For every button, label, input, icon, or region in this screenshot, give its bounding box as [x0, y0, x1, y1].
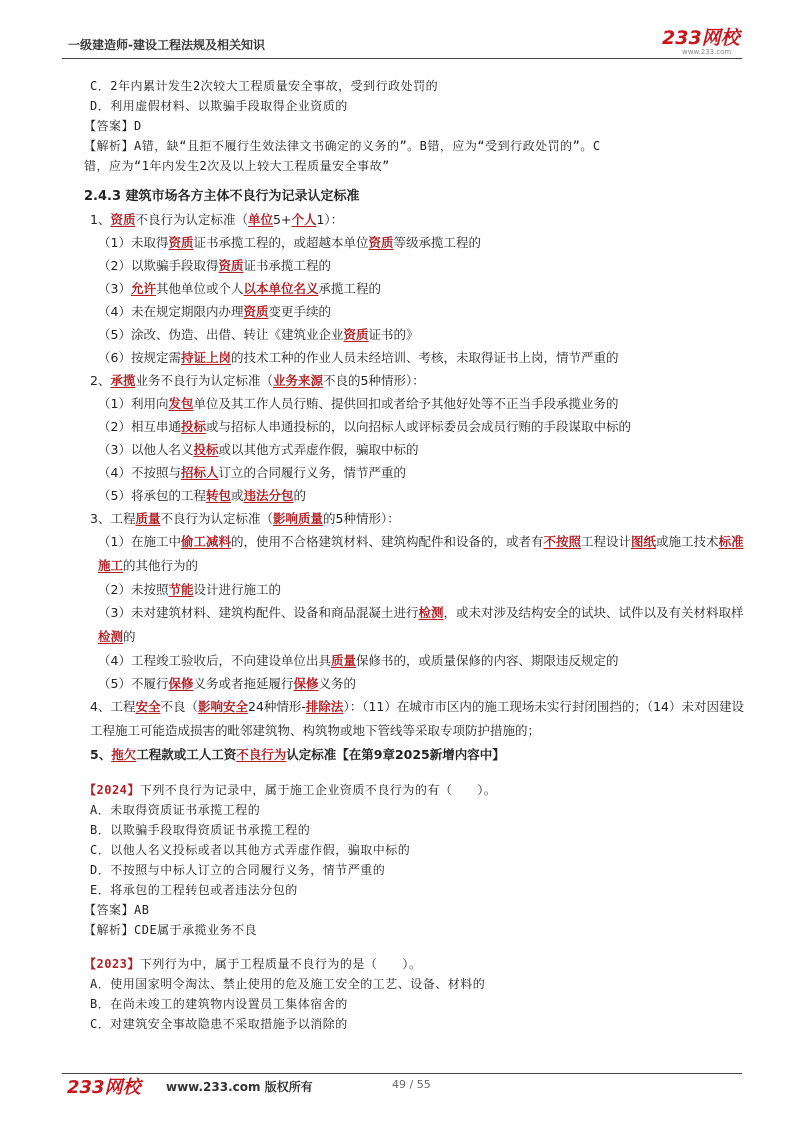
- list-item: （2）相互串通投标或与招标人串通投标的，以向招标人或评标委员会成员行贿的手段谋取中标的: [98, 419, 631, 434]
- list-item: （4）不按照与招标人订立的合同履行义务，情节严重的: [98, 465, 406, 480]
- year-tag: 【2023】: [84, 957, 140, 971]
- list-item: （5）不履行保修义务或者拖延履行保修义务的: [98, 676, 357, 691]
- brand-logo: [660, 24, 742, 56]
- list-item: （3）以他人名义投标或以其他方式弄虚作假，骗取中标的: [98, 442, 419, 457]
- list-item: （4）工程竣工验收后，不向建设单位出具质量保修书的，或质量保修的内容、期限违反规定的: [98, 653, 619, 668]
- option-c: C．以他人名义投标或者以其他方式弄虚作假，骗取中标的: [90, 843, 411, 857]
- document-body: [84, 76, 744, 1034]
- list-item: （2）未按照节能设计进行施工的: [98, 582, 281, 597]
- option-c: C．对建筑安全事故隐患不采取措施予以消除的: [90, 1017, 348, 1031]
- list-item: （3）允许其他单位或个人以本单位名义承揽工程的: [98, 281, 382, 296]
- option-d: D．不按照与中标人订立的合同履行义务，情节严重的: [90, 863, 386, 877]
- svg-text:www.233.com: www.233.com: [682, 48, 732, 56]
- list-item: （1）利用向发包单位及其工作人员行贿、提供回扣或者给予其他好处等不正当手段承揽业务的: [98, 396, 619, 411]
- list-item: （4）未在规定期限内办理资质变更手续的: [98, 304, 331, 319]
- arrears-heading: 5、拖欠工程款或工人工资不良行为认定标准【在第9章2025新增内容中】: [90, 747, 505, 762]
- svg-text:233网校: 233网校: [67, 1077, 141, 1098]
- option-a: A．未取得资质证书承揽工程的: [90, 803, 261, 817]
- analysis-line-1: 【解析】A错，缺“且拒不履行生效法律文书确定的义务的”。B错，应为“受到行政处罚的”。C: [84, 139, 601, 153]
- header-divider: [62, 58, 742, 59]
- safety-paragraph: 4、工程安全不良（影响安全24种情形-排除法）：（11）在城市市区内的施工现场未实行封闭围挡的；（14）未对因建设工程施工可能造成损害的毗邻建筑物、构筑物或地下管线等采取专项防护措施的；: [90, 699, 745, 738]
- answer-line: 【答案】AB: [84, 903, 150, 917]
- svg-text:233网校: 233网校: [662, 27, 740, 49]
- section-title: 2.4.3 建筑市场各方主体不良行为记录认定标准: [84, 189, 360, 204]
- page-header: [62, 22, 742, 58]
- answer-line: 【答案】D: [84, 119, 142, 133]
- page-footer: [62, 1074, 742, 1098]
- brand-logo: [66, 1074, 150, 1098]
- list-item: （1）在施工中偷工减料的，使用不合格建筑材料、建筑构配件和设备的，或者有不按照工程设计图纸或施工技术标准施工的其他行为的: [98, 534, 744, 573]
- list-item: （3）未对建筑材料、建筑构配件、设备和商品混凝土进行检测，或未对涉及结构安全的试块、试件以及有关材料取样检测的: [98, 605, 744, 644]
- analysis-line-2: 错，应为“1年内发生2次及以上较大工程质量安全事故”: [84, 159, 390, 173]
- option-b: B．在尚未竣工的建筑物内设置员工集体宿舍的: [90, 997, 348, 1011]
- list-item: （5）将承包的工程转包或违法分包的: [98, 488, 307, 503]
- list-item: （2）以欺骗手段取得资质证书承揽工程的: [98, 258, 331, 273]
- list-item: （5）涂改、伪造、出借、转让《建筑业企业资质证书的》: [98, 327, 419, 342]
- year-tag: 【2024】: [84, 783, 140, 797]
- copyright-text: www.233.com 版权所有: [166, 1080, 313, 1094]
- analysis-line: 【解析】CDE属于承揽业务不良: [84, 923, 258, 937]
- option-b: B．以欺骗手段取得资质证书承揽工程的: [90, 823, 311, 837]
- header-title: 一级建造师-建设工程法规及相关知识: [68, 38, 265, 52]
- quality-heading: 3、工程质量不良行为认定标准（影响质量的5种情形）：: [90, 511, 400, 526]
- contracting-heading: 2、承揽业务不良行为认定标准（业务来源不良的5种情形）：: [90, 373, 425, 388]
- page-number: 49 / 55: [392, 1078, 431, 1091]
- list-item: （1）未取得资质证书承揽工程的，或超越本单位资质等级承揽工程的: [98, 235, 482, 250]
- option-d: D．利用虚假材料、以欺骗手段取得企业资质的: [90, 99, 348, 113]
- question-2024: 【2024】下列不良行为记录中，属于施工企业资质不良行为的有（ ）。: [84, 783, 497, 797]
- list-item: （6）按规定需持证上岗的技术工种的作业人员未经培训、考核，未取得证书上岗，情节严重的: [98, 350, 619, 365]
- option-c: C．2年内累计发生2次较大工程质量安全事故，受到行政处罚的: [90, 79, 439, 93]
- question-2023: 【2023】下列行为中，属于工程质量不良行为的是（ ）。: [84, 957, 422, 971]
- qualification-heading: 1、资质不良行为认定标准（单位5+个人1）：: [90, 212, 344, 227]
- option-a: A．使用国家明令淘汰、禁止使用的危及施工安全的工艺、设备、材料的: [90, 977, 486, 991]
- option-e: E．将承包的工程转包或者违法分包的: [90, 883, 298, 897]
